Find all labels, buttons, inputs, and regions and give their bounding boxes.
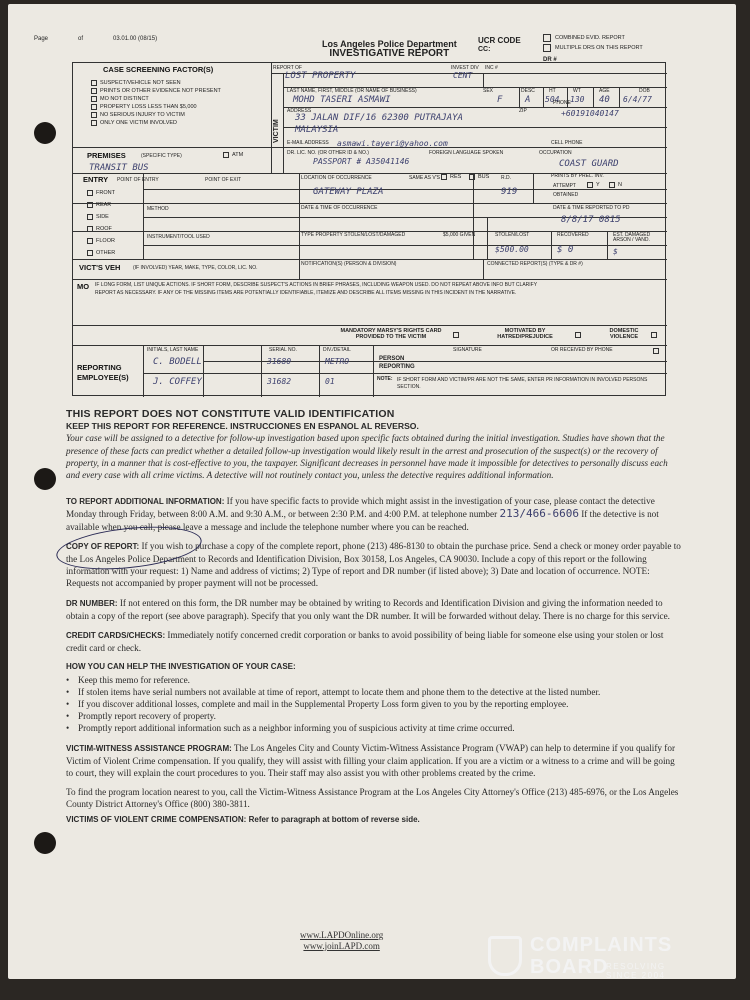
list-item: • Keep this memo for reference. <box>66 674 682 686</box>
checkbox[interactable] <box>91 96 97 102</box>
victim-name: MOHD TASERI ASMAWI <box>293 95 391 105</box>
domestic-checkbox[interactable] <box>651 332 657 338</box>
screening-title: CASE SCREENING FACTOR(S) <box>103 65 214 74</box>
employee-2-name: J. COFFEY <box>153 377 202 387</box>
employee-1-name: C. BODELL <box>153 357 202 367</box>
department-name: Los Angeles Police Department <box>322 39 457 49</box>
victim-phone: +60191040147 <box>561 109 619 118</box>
premises-label: PREMISES <box>87 151 126 160</box>
stolen-lost-value: $500.00 <box>495 245 529 254</box>
report-form-grid: CASE SCREENING FACTOR(S) SUSPECT/VEHICLE NOT SEEN PRINTS OR OTHER EVIDENCE NOT PRESENT MO NOT DISTINCT PROPERTY LOSS LESS THAN $5,000 NO SERIOUS INJURY TO VICTIM ONLY ONE VICTIM INVOLVED REPORT OF LOST PROPERTY INVEST DIV CENT INC # VICTIM LAST NAME, FIRST, MIDDLE (OR NAME OF BUSINESS) MOHD TASERI ASMAWI SEX F DESC A HT 504 WT 130 AGE 40 DOB 6/4/77 ADDRESS 33 JALAN DIF/16 62300 PUTRAJAYA MALAYSIA ZIP PHONE +60191040147 E-MAIL ADDRESS asmawi.tayeri@yahoo.com CELL PHONE DR. LIC. NO. (OR OTHER ID & NO.) PASSPORT # A35041146 FOREIGN LANGUAGE SPOKEN OCCUPATION COAST GUARD PREMISES (SPECIFIC TYPE) ATM TRANSIT BUS LOCATION OF OCCURRENCE GATEWAY PLAZA SAME AS V'S RES BUS R.D. 919 PRINTS BY PREL. INV. ATTEMPT OBTAINED Y N ENTRY POINT OF ENTRY POINT OF EXIT FRONT REAR SIDE ROOF FLOOR OTHER METHOD DATE & TIME OF OCCURRENCE DATE & TIME REPORTED TO PD 8/8/17 0815 INSTRUMENT/TOOL USED TYPE PROPERTY STOLEN/LOST/DAMAGED $5,000 GIVEN STOLEN/LOST $500.00 RECOVERED $ 0 EST. DAMAGED ARSON / VAND. $ VICT'S VEH (IF INVOLVED) YEAR, MAKE, TYPE, COLOR, LIC. NO. NOTIFICATION(S) (PERSON & DIVISION) CONNECTED REPORT(S) (TYPE & DR #) MO IF LONG FORM, LIST UNIQUE ACTIONS. IF SHORT FORM, DESCRIBE SUSPECT'S ACTIONS IN BRIEF PHRASES, INCLUDING WEAPON USED. DO NOT REPEAT ABOVE INFO BUT CLARIFY REPORT AS NECESSARY. IF ANY OF THE MISSING ITEMS ARE POTENTIALLY IDENTIFIABLE, ITEMIZE AND DESCRIBE ALL ITEMS MISSING IN THIS INCIDENT IN THE NARRATIVE. MANDATORY MARSY'S RIGHTS CARD PROVIDED TO THE VICTIM MOTIVATED BY HATRED/PREJUDICE DOMESTIC VIOLENCE REPORTING EMPLOYEE(S) INITIALS, LAST NAME SERIAL NO. DIV./DETAIL C. BODELL 31680 METRO J. COFFEY 31682 01 PERSON REPORTING SIGNATURE OR RECEIVED BY PHONE NOTE: IF SHORT FORM AND VICTIM/PR ARE NOT THE SAME, ENTER PR INFORMATION IN INVOLVED PERSONS SECTION. <box>72 62 666 396</box>
bus-checkbox[interactable] <box>469 174 475 180</box>
vwap-paragraph: VICTIM-WITNESS ASSISTANCE PROGRAM: The Los Angeles City and County Victim-Witness Assistance Program (VWAP) can help to determine if you qualify for Victim of Violent Crime compensation. If you qualify, they will assist with filling your claim application. If you are a victim or a witness to a crime and will be going to court, they will explain the court procedures to you. Their staff may also assist you with other problems created by the crime. <box>66 742 676 779</box>
binder-hole <box>34 832 56 854</box>
form-title <box>322 40 457 60</box>
not-id-heading: THIS REPORT DOES NOT CONSTITUTE VALID IDENTIFICATION <box>66 408 395 420</box>
handwritten-phone: 213/466-6606 <box>499 507 579 521</box>
victim-country: MALAYSIA <box>295 125 339 135</box>
list-item: • If you discover additional losses, complete and mail in the Supplemental Property Loss form given to you by the reporting employee. <box>66 698 682 710</box>
mo-label: MO <box>77 282 90 291</box>
help-list <box>66 674 682 735</box>
violent-crime-paragraph: VICTIMS OF VIOLENT CRIME COMPENSATION: Refer to paragraph at bottom of reverse side. <box>66 814 420 824</box>
page-number-field: Page of 03.01.00 (08/15) <box>34 36 158 42</box>
entry-points: FRONT REAR SIDE ROOF FLOOR OTHER <box>87 187 115 259</box>
rd-value: 919 <box>501 187 518 197</box>
complaintsboard-watermark: COMPLAINTS BOARD RESOLVING SINCE 2004 <box>488 934 710 982</box>
lapd-online-link[interactable]: www.LAPDOnline.org <box>300 930 384 940</box>
checkbox[interactable] <box>543 34 551 42</box>
hatred-checkbox[interactable] <box>575 332 581 338</box>
list-item: • Promptly report recovery of property. <box>66 710 682 722</box>
checkbox[interactable] <box>587 182 593 188</box>
evidence-options: COMBINED EVID. REPORT MULTIPLE DRS ON THIS REPORT DR # <box>543 35 643 63</box>
list-item: • Promptly report additional information such as a neighbor informing you of suspicious activity at time crime occurred. <box>66 722 682 734</box>
marsy-checkbox[interactable] <box>453 332 459 338</box>
reporting-employees-label: REPORTING EMPLOYEE(S) <box>77 363 129 382</box>
res-checkbox[interactable] <box>441 174 447 180</box>
victim-email: asmawi.tayeri@yahoo.com <box>337 139 448 148</box>
atm-checkbox[interactable] <box>223 152 229 158</box>
checkbox[interactable] <box>91 112 97 118</box>
date-reported-value: 8/8/17 0815 <box>561 215 621 225</box>
checkbox[interactable] <box>609 182 615 188</box>
checkbox[interactable] <box>91 88 97 94</box>
list-item: • If stolen items have serial numbers not available at time of report, attempt to locate them and phone them to the detective at the listed number. <box>66 686 682 698</box>
location-value: GATEWAY PLAZA <box>313 187 384 197</box>
shield-icon <box>488 936 522 976</box>
victim-occupation: COAST GUARD <box>559 159 619 169</box>
victim-vehicle-label: VICT'S VEH <box>79 263 121 272</box>
report-of-value: LOST PROPERTY <box>285 71 356 81</box>
checkbox[interactable] <box>91 80 97 86</box>
ucr-code: UCR CODE CC: <box>478 36 521 53</box>
phone-checkbox[interactable] <box>653 348 659 354</box>
dr-number-paragraph: DR NUMBER: If not entered on this form, the DR number may be obtained by writing to Records and Identification Division and giving the information needed to obtain a copy of the report (see above paragraph). Specify that you only want the DR number. It will be forwarded without delay. There is no charge for this service. <box>66 597 670 621</box>
credit-cards-paragraph: CREDIT CARDS/CHECKS: Immediately notify concerned credit corporation or banks to avoid possibility of being liable for someone else using your stolen or lost credit card or check. <box>66 630 664 654</box>
victim-id: PASSPORT # A35041146 <box>313 157 410 166</box>
copy-of-report-paragraph: COPY OF REPORT: If you wish to purchase a copy of the complete report, phone (213) 486-8130 to obtain the purchase price. Send a check or money order payable to the Los Angeles Police Department to Records and Identification Division, Box 30158, Los Angeles, CA 90030. Include a copy of this report or the following information with your request: 1) Name and address of victims; 2) Type of report and DR number (if listed above); 3) Date and location of occurrence. NOTE: Requests not accompanied by proper payment will not be processed. <box>66 540 681 589</box>
vwap-contact-paragraph: To find the program location nearest to you, call the Victim-Witness Assistance Program at the Los Angeles City Attorney's Office (213) 485-6976, or the Los Angeles County District Attorney's Office (800) 380-3811. <box>66 787 679 810</box>
binder-hole <box>34 468 56 490</box>
premises-value: TRANSIT BUS <box>89 163 149 173</box>
binder-hole <box>34 122 56 144</box>
website-links <box>300 930 383 952</box>
recovered-value: $ 0 <box>557 245 574 255</box>
report-title: INVESTIGATIVE REPORT <box>329 48 450 60</box>
entry-label: ENTRY <box>83 175 109 184</box>
victim-section-label: VICTIM <box>273 119 280 143</box>
intro-paragraph: Your case will be assigned to a detective for follow-up investigation based upon specific facts obtained during the initial investigation. Studies have shown that the presence of these facts can predict whether a detailed follow-up investigation would likely result in the arrest and prosecution of the suspect(s) or the recovery of property, in a manner that is cost-effective to you, the taxpayer. Significant decreases in personnel have made it impossible for detectives to personally discuss each and every case with all crime victims. A detective will not routinely contact you, unless the detective requires additional information. <box>66 433 668 481</box>
checkbox[interactable] <box>91 120 97 126</box>
checkbox[interactable] <box>543 44 551 52</box>
help-heading: HOW YOU CAN HELP THE INVESTIGATION OF YOUR CASE: <box>66 662 296 672</box>
keep-report-heading: KEEP THIS REPORT FOR REFERENCE. INSTRUCCIONES EN ESPANOL AL REVERSO. <box>66 421 419 432</box>
additional-info-paragraph: TO REPORT ADDITIONAL INFORMATION: If you have specific facts to provide which might assist in the investigation of your case, please contact the detective Monday through Friday, between 8:00 A.M. and 9:30 A.M., or between 2:30 P.M. and 4:00 P.M. at telephone number 213/466-6606 If the detective is not available when you call, please leave a message and include the telephone number where you can be reached. <box>66 496 659 532</box>
screening-factors-list: SUSPECT/VEHICLE NOT SEEN PRINTS OR OTHER EVIDENCE NOT PRESENT MO NOT DISTINCT PROPERTY LOSS LESS THAN $5,000 NO SERIOUS INJURY TO VICTIM ONLY ONE VICTIM INVOLVED <box>91 79 269 127</box>
victim-address: 33 JALAN DIF/16 62300 PUTRAJAYA <box>295 113 463 123</box>
join-lapd-link[interactable]: www.joinLAPD.com <box>303 941 380 951</box>
instructions-body <box>66 408 682 833</box>
checkbox[interactable] <box>91 104 97 110</box>
